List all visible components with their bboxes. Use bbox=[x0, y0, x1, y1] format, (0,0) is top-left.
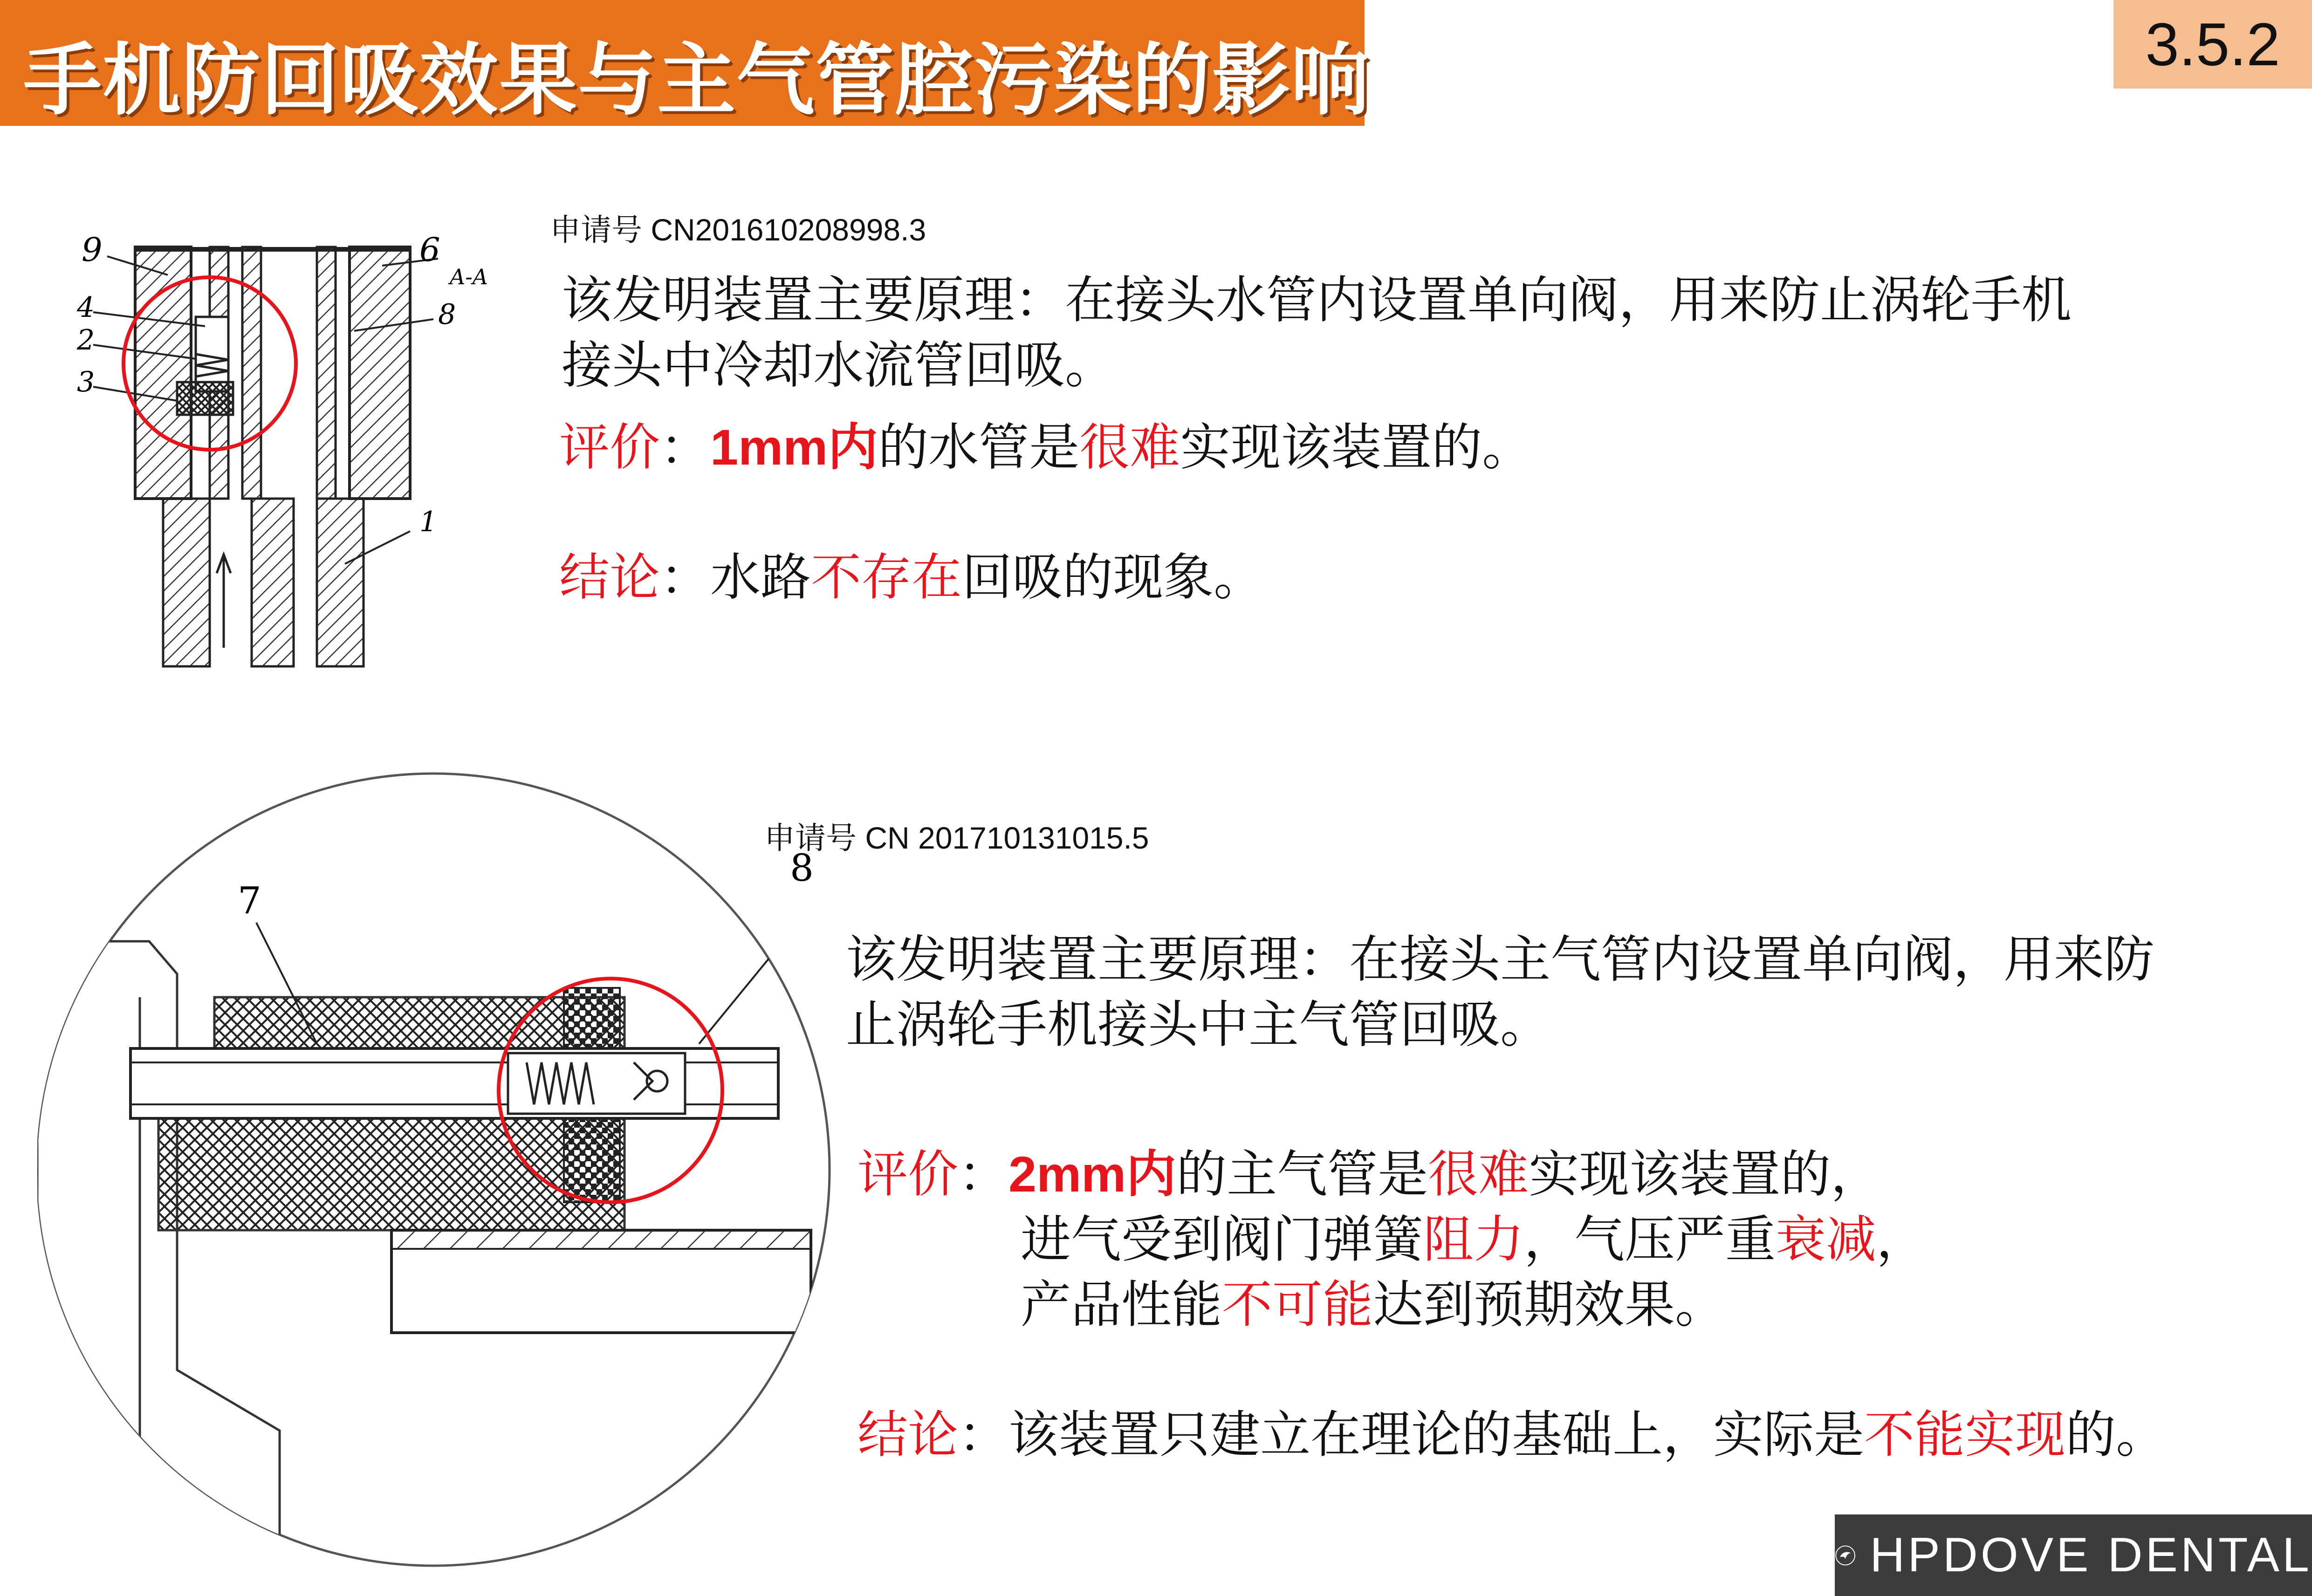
patent2-conc-colon: ： bbox=[958, 1406, 1009, 1464]
patent2-eval-line1 bbox=[858, 1142, 1927, 1207]
page-title: 手机防回吸效果与主气管腔污染的影响 bbox=[23, 34, 1370, 126]
patent2-eval-line2 bbox=[858, 1207, 1927, 1273]
patent2-principle-line1: 该发明装置主要原理：在接头主气管内设置单向阀，用来防 bbox=[846, 931, 2155, 989]
patent1-number: 申请号 CN201610208998.3 bbox=[550, 212, 926, 247]
patent2-eval-highlight: 2mm内 bbox=[1008, 1146, 1177, 1202]
patent1-eval-label: 评价 bbox=[559, 418, 660, 477]
patent2-eval-l2-hl: 阻力 bbox=[1423, 1211, 1524, 1269]
patent1-conc-label: 结论 bbox=[559, 548, 660, 607]
label-6: 6 bbox=[419, 231, 440, 269]
label-7: 7 bbox=[238, 879, 261, 922]
patent2-eval-l2-hl2: 衰减 bbox=[1776, 1211, 1877, 1269]
patent2-conc-label: 结论 bbox=[858, 1406, 959, 1464]
patent1-conc-text2: 回吸的现象。 bbox=[962, 548, 1264, 607]
patent2-eval-rest: 实现该装置的， bbox=[1529, 1145, 1881, 1204]
patent1-conc-highlight: 不存在 bbox=[811, 548, 962, 607]
patent1-conc-text1: 水路 bbox=[710, 548, 811, 607]
label-4: 4 bbox=[77, 291, 95, 324]
patent1-drawing bbox=[56, 205, 503, 690]
patent1-principle-line1: 该发明装置主要原理：在接头水管内设置单向阀，用来防止涡轮手机 bbox=[562, 271, 2072, 329]
patent2-number: 申请号 CN 201710131015.5 bbox=[764, 821, 1149, 855]
patent1-principle-line2: 接头中冷却水流管回吸。 bbox=[562, 336, 1116, 395]
patent2-drawing bbox=[37, 764, 839, 1575]
patent2-eval-l3-b: 达到预期效果。 bbox=[1373, 1276, 1726, 1334]
label-2: 2 bbox=[77, 324, 95, 356]
patent2-eval-l3-hl: 不可能 bbox=[1222, 1276, 1373, 1334]
dove-logo-icon bbox=[1835, 1528, 1856, 1583]
patent2-eval-label: 评价 bbox=[858, 1145, 959, 1204]
brand-logo-text: HPDOVE DENTAL bbox=[1870, 1528, 2312, 1582]
patent1-eval-highlight: 1mm内 bbox=[710, 419, 878, 475]
patent2-eval-line3 bbox=[858, 1273, 1927, 1338]
patent2-principle bbox=[846, 927, 2291, 1058]
patent1-eval-colon: ： bbox=[660, 418, 711, 477]
patent2-principle-line2: 止涡轮手机接头中主气管回吸。 bbox=[846, 996, 1551, 1054]
patent2-eval-l2-a: 进气受到阀门弹簧 bbox=[1021, 1211, 1424, 1269]
patent1-eval-mid: 的水管是 bbox=[878, 418, 1080, 477]
label-8b: 8 bbox=[790, 846, 814, 890]
label-9: 9 bbox=[82, 231, 103, 269]
patent1-eval-highlight2: 很难 bbox=[1079, 418, 1180, 477]
brand-logo bbox=[1835, 1514, 2312, 1596]
patent1-evaluation bbox=[559, 415, 1532, 480]
label-1: 1 bbox=[419, 506, 438, 538]
patent2-eval-mid: 的主气管是 bbox=[1176, 1145, 1428, 1204]
patent1-eval-rest: 实现该装置的。 bbox=[1180, 418, 1533, 477]
patent1-principle bbox=[562, 268, 2239, 398]
patent2-eval-highlight2: 很难 bbox=[1428, 1145, 1529, 1204]
label-8: 8 bbox=[438, 298, 456, 331]
patent2-conclusion bbox=[858, 1403, 2166, 1468]
patent1-conclusion bbox=[559, 545, 1264, 610]
patent2-evaluation bbox=[858, 1142, 1927, 1338]
patent1-conc-colon: ： bbox=[660, 548, 711, 607]
patent2-conc-text1: 该装置只建立在理论的基础上，实际是 bbox=[1008, 1406, 1865, 1464]
patent2-eval-l3-a: 产品性能 bbox=[1021, 1276, 1222, 1334]
patent2-eval-l2-b: ，气压严重 bbox=[1524, 1211, 1776, 1269]
patent2-eval-colon: ： bbox=[958, 1145, 1009, 1204]
patent2-eval-l2-c: ， bbox=[1876, 1211, 1927, 1269]
section-number-badge: 3.5.2 bbox=[2113, 0, 2312, 89]
patent2-conc-text2: 的。 bbox=[2065, 1406, 2167, 1464]
label-aa: A-A bbox=[450, 264, 488, 289]
title-bar bbox=[0, 0, 1370, 126]
patent2-conc-highlight: 不能实现 bbox=[1864, 1406, 2066, 1464]
label-3: 3 bbox=[77, 366, 95, 398]
